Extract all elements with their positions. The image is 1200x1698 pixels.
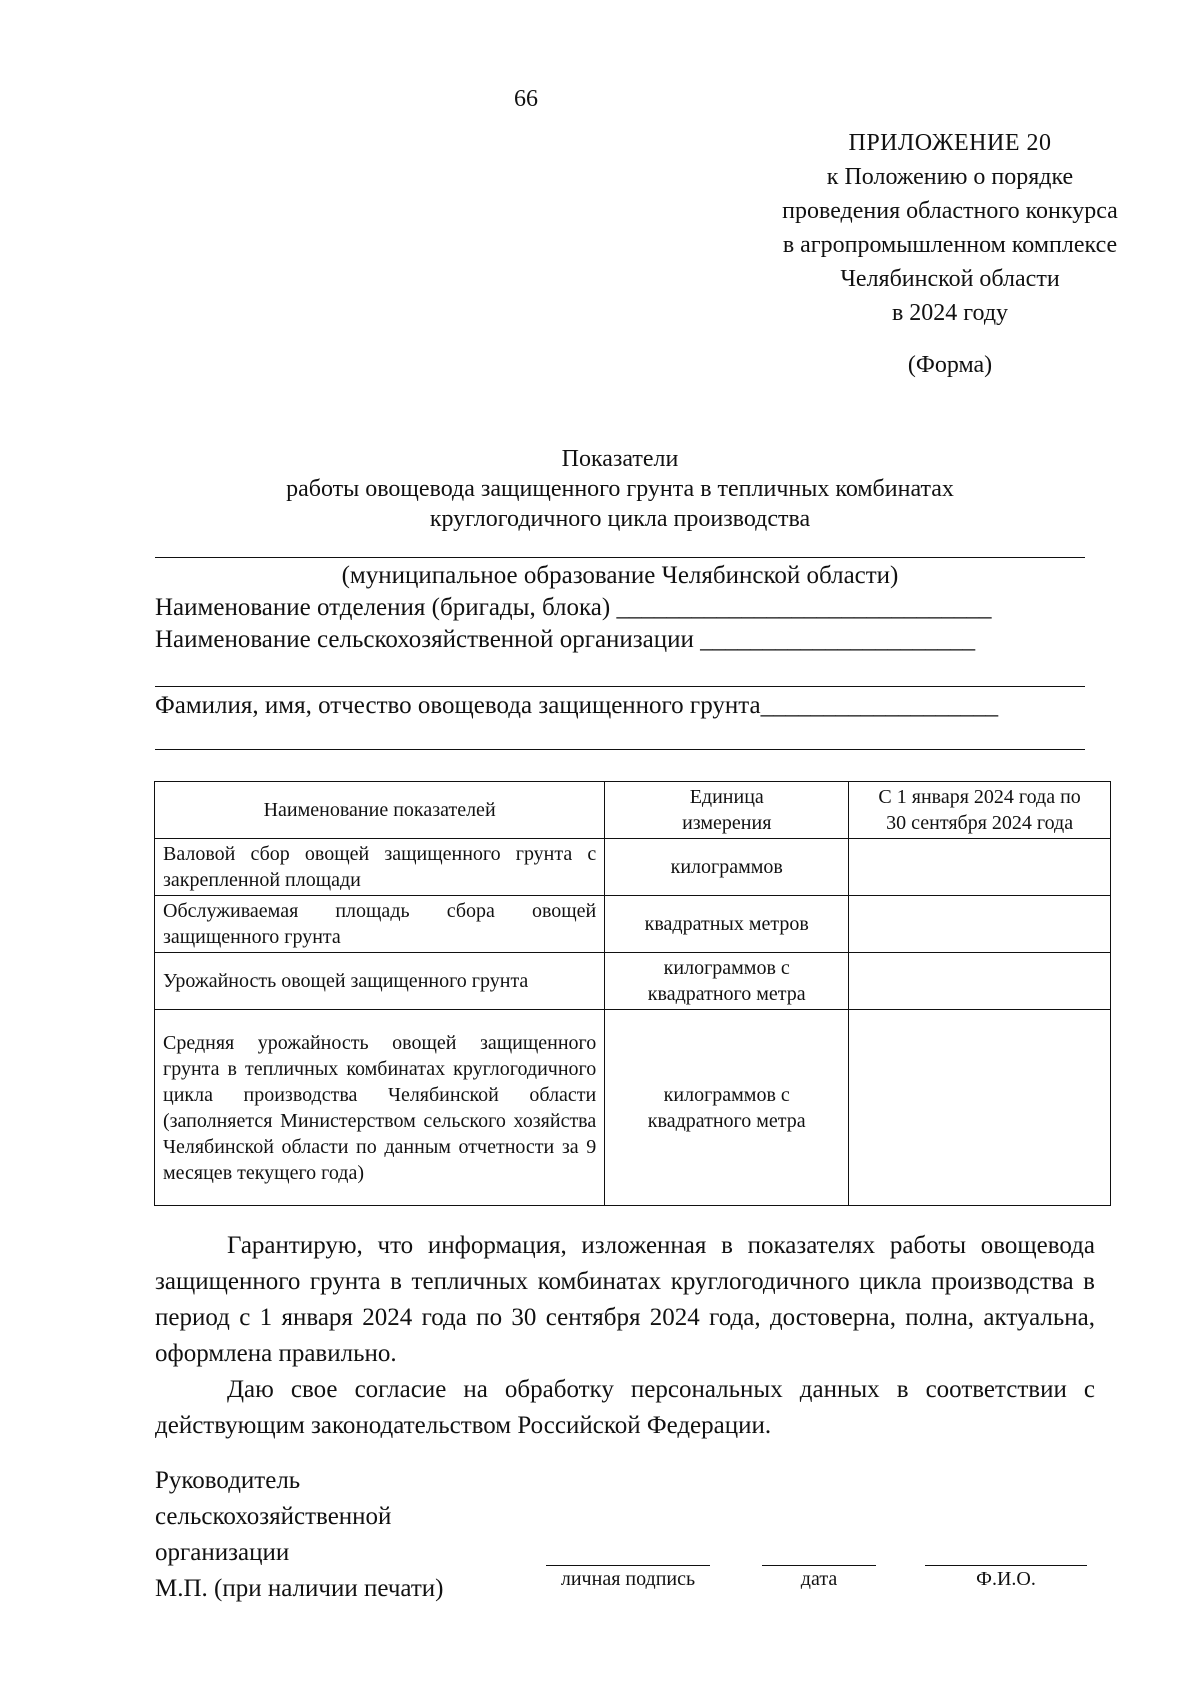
guarantee-text bbox=[155, 1228, 1095, 1444]
row-name: Валовой сбор овощей защищенного грунта с закрепленной площади bbox=[155, 839, 605, 896]
fio-field[interactable]: Фамилия, имя, отчество овощевода защищенного грунта___________________ bbox=[155, 692, 999, 719]
row-value-cell[interactable] bbox=[849, 1010, 1111, 1206]
row-value-cell[interactable] bbox=[849, 953, 1111, 1010]
table-row bbox=[155, 1010, 1111, 1206]
row-unit: килограммов с квадратного метра bbox=[605, 1010, 849, 1206]
header-unit-line: Единица bbox=[689, 786, 764, 808]
fio-sign-fill-line[interactable] bbox=[925, 1565, 1087, 1566]
appendix-line: в 2024 году bbox=[891, 300, 1009, 326]
appendix-title: ПРИЛОЖЕНИЕ 20 bbox=[848, 130, 1052, 156]
date-fill-line[interactable] bbox=[762, 1565, 876, 1566]
heading-line: круглогодичного цикла производства bbox=[429, 506, 811, 532]
row-name: Средняя урожайность овощей защищенного грунта в тепличных комбинатах круглогодичного цикла производства Челябинской области (заполняется Министерством сельского хозяйства Челябинской области по данным отчетности за 9 месяцев текущего года) bbox=[155, 1010, 605, 1206]
heading-line: работы овощевода защищенного грунта в тепличных комбинатах bbox=[286, 476, 954, 502]
heading-line: Показатели bbox=[561, 446, 679, 472]
appendix-line: Челябинской области bbox=[840, 266, 1060, 292]
stamp-note: М.П. (при наличии печати) bbox=[155, 1575, 444, 1602]
row-value-cell[interactable] bbox=[849, 896, 1111, 953]
consent-paragraph: Даю свое согласие на обработку персональных данных в соответствии с действующим законодательством Российской Федерации. bbox=[155, 1376, 1095, 1439]
organization-field[interactable]: Наименование сельскохозяйственной организации ______________________ bbox=[155, 626, 976, 653]
header-period-line: 30 сентября 2024 года bbox=[886, 812, 1074, 834]
header-name: Наименование показателей bbox=[155, 782, 605, 839]
row-value-cell[interactable] bbox=[849, 839, 1111, 896]
organization-fill-line[interactable] bbox=[155, 686, 1085, 687]
table-row bbox=[155, 896, 1111, 953]
header-unit bbox=[605, 782, 849, 839]
appendix-block bbox=[690, 126, 1200, 330]
indicators-table bbox=[154, 781, 1111, 1206]
signature-role-line: организации bbox=[155, 1539, 290, 1566]
header-period-line: С 1 января 2024 года по bbox=[878, 786, 1081, 808]
signature-fill-line[interactable] bbox=[546, 1565, 710, 1566]
table-header-row bbox=[155, 782, 1111, 839]
signature-block bbox=[155, 1463, 444, 1607]
signature-caption: личная подпись bbox=[560, 1568, 696, 1590]
appendix-line: проведения областного конкурса bbox=[782, 198, 1118, 224]
page-number: 66 bbox=[514, 86, 538, 112]
header-period bbox=[849, 782, 1111, 839]
fio-caption: Ф.И.О. bbox=[976, 1568, 1036, 1590]
appendix-line: в агропромышленном комплексе bbox=[782, 232, 1118, 258]
municipality-fill-line[interactable] bbox=[155, 557, 1085, 558]
row-name: Обслуживаемая площадь сбора овощей защищенного грунта bbox=[155, 896, 605, 953]
appendix-line: к Положению о порядке bbox=[826, 164, 1074, 190]
row-unit: килограммов с квадратного метра bbox=[605, 953, 849, 1010]
guarantee-paragraph: Гарантирую, что информация, изложенная в показателях работы овощевода защищенного грунта в тепличных комбинатах круглогодичного цикла производства в период с 1 января 2024 года по 30 сентября 2024 года, достоверна, полна, актуальна, оформлена правильно. bbox=[155, 1232, 1095, 1367]
department-field[interactable]: Наименование отделения (бригады, блока) ______________________________ bbox=[155, 594, 992, 621]
row-name: Урожайность овощей защищенного грунта bbox=[155, 953, 605, 1010]
signature-role-line: сельскохозяйственной bbox=[155, 1503, 392, 1530]
date-caption: дата bbox=[800, 1568, 838, 1590]
municipality-caption: (муниципальное образование Челябинской области) bbox=[341, 562, 899, 589]
document-heading bbox=[150, 444, 1090, 534]
form-label: (Форма) bbox=[907, 352, 993, 378]
row-unit: квадратных метров bbox=[605, 896, 849, 953]
signature-role-line: Руководитель bbox=[155, 1467, 301, 1494]
table-row bbox=[155, 953, 1111, 1010]
header-unit-line: измерения bbox=[682, 812, 772, 834]
fio-fill-line[interactable] bbox=[155, 749, 1085, 750]
table-row bbox=[155, 839, 1111, 896]
row-unit: килограммов bbox=[605, 839, 849, 896]
